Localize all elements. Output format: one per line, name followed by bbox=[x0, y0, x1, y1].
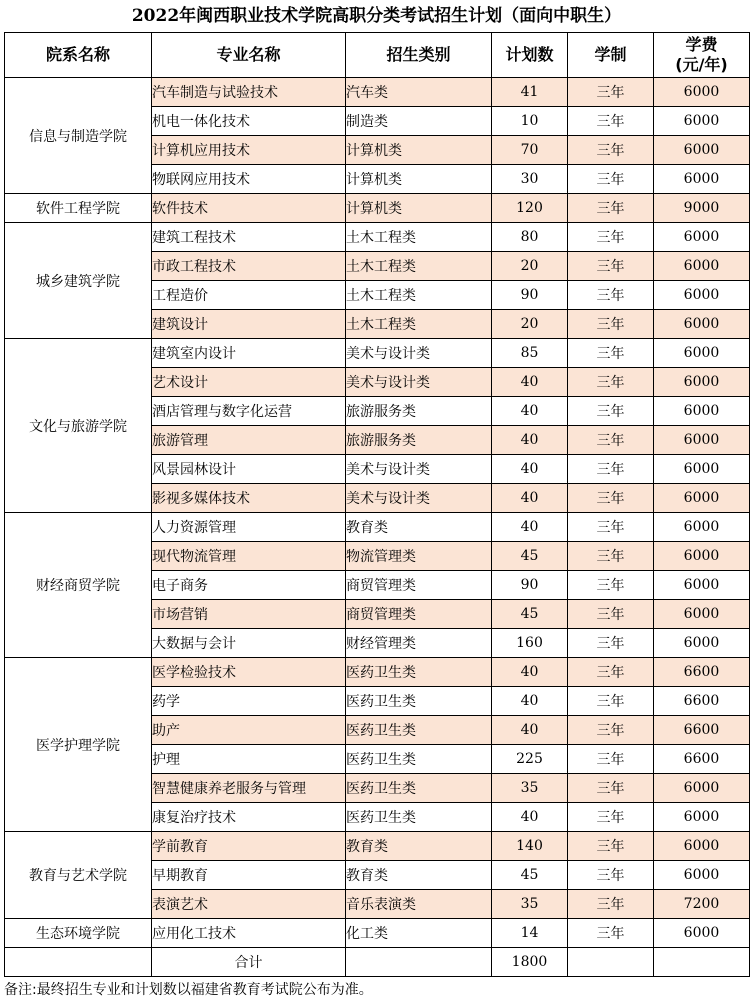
dept-name-cell: 软件工程学院 bbox=[5, 194, 152, 223]
fee-cell: 6000 bbox=[654, 223, 750, 252]
fee-cell: 6000 bbox=[654, 861, 750, 890]
major-cell: 医学检验技术 bbox=[152, 658, 346, 687]
footnote: 备注:最终招生专业和计划数以福建省教育考试院公布为准。 bbox=[4, 982, 373, 998]
category-cell: 财经管理类 bbox=[346, 629, 492, 658]
major-cell: 计算机应用技术 bbox=[152, 136, 346, 165]
fee-cell: 6000 bbox=[654, 832, 750, 861]
plan-cell: 14 bbox=[492, 919, 568, 948]
table-row bbox=[5, 513, 750, 542]
dept-name-cell: 信息与制造学院 bbox=[5, 78, 152, 194]
category-cell: 音乐表演类 bbox=[346, 890, 492, 919]
enrollment-plan-table bbox=[4, 32, 750, 977]
plan-cell: 40 bbox=[492, 455, 568, 484]
plan-cell: 140 bbox=[492, 832, 568, 861]
category-cell: 医药卫生类 bbox=[346, 774, 492, 803]
category-cell: 教育类 bbox=[346, 832, 492, 861]
category-cell: 美术与设计类 bbox=[346, 484, 492, 513]
duration-cell: 三年 bbox=[568, 716, 654, 745]
duration-cell: 三年 bbox=[568, 339, 654, 368]
category-cell: 物流管理类 bbox=[346, 542, 492, 571]
category-cell: 医药卫生类 bbox=[346, 803, 492, 832]
duration-cell: 三年 bbox=[568, 832, 654, 861]
duration-cell: 三年 bbox=[568, 687, 654, 716]
fee-cell: 6000 bbox=[654, 803, 750, 832]
header-plan: 计划数 bbox=[492, 33, 568, 78]
header-duration: 学制 bbox=[568, 33, 654, 78]
major-cell: 物联网应用技术 bbox=[152, 165, 346, 194]
plan-cell: 40 bbox=[492, 803, 568, 832]
duration-cell: 三年 bbox=[568, 658, 654, 687]
duration-cell: 三年 bbox=[568, 281, 654, 310]
major-cell: 艺术设计 bbox=[152, 368, 346, 397]
plan-cell: 20 bbox=[492, 252, 568, 281]
fee-cell: 6000 bbox=[654, 629, 750, 658]
dept-name-cell: 医学护理学院 bbox=[5, 658, 152, 832]
major-cell: 药学 bbox=[152, 687, 346, 716]
table-row bbox=[5, 658, 750, 687]
plan-cell: 90 bbox=[492, 281, 568, 310]
fee-cell: 6600 bbox=[654, 658, 750, 687]
duration-cell: 三年 bbox=[568, 426, 654, 455]
category-cell: 教育类 bbox=[346, 861, 492, 890]
fee-cell: 6000 bbox=[654, 455, 750, 484]
fee-cell: 6000 bbox=[654, 310, 750, 339]
fee-cell: 6000 bbox=[654, 252, 750, 281]
plan-cell: 40 bbox=[492, 426, 568, 455]
fee-cell: 6000 bbox=[654, 368, 750, 397]
fee-cell: 6000 bbox=[654, 542, 750, 571]
header-row bbox=[5, 33, 750, 78]
major-cell: 建筑设计 bbox=[152, 310, 346, 339]
plan-cell: 40 bbox=[492, 368, 568, 397]
plan-cell: 40 bbox=[492, 513, 568, 542]
category-cell: 土木工程类 bbox=[346, 223, 492, 252]
plan-cell: 30 bbox=[492, 165, 568, 194]
major-cell: 助产 bbox=[152, 716, 346, 745]
fee-cell: 9000 bbox=[654, 194, 750, 223]
category-cell: 医药卫生类 bbox=[346, 658, 492, 687]
major-cell: 建筑室内设计 bbox=[152, 339, 346, 368]
fee-cell: 7200 bbox=[654, 890, 750, 919]
category-cell: 制造类 bbox=[346, 107, 492, 136]
table-body bbox=[5, 78, 750, 948]
duration-cell: 三年 bbox=[568, 165, 654, 194]
major-cell: 智慧健康养老服务与管理 bbox=[152, 774, 346, 803]
category-cell: 旅游服务类 bbox=[346, 426, 492, 455]
table-row bbox=[5, 339, 750, 368]
duration-cell: 三年 bbox=[568, 310, 654, 339]
table-row bbox=[5, 832, 750, 861]
major-cell: 旅游管理 bbox=[152, 426, 346, 455]
dept-name-cell: 生态环境学院 bbox=[5, 919, 152, 948]
major-cell: 软件技术 bbox=[152, 194, 346, 223]
major-cell: 影视多媒体技术 bbox=[152, 484, 346, 513]
plan-cell: 40 bbox=[492, 397, 568, 426]
plan-cell: 160 bbox=[492, 629, 568, 658]
category-cell: 教育类 bbox=[346, 513, 492, 542]
fee-cell: 6000 bbox=[654, 600, 750, 629]
major-cell: 市政工程技术 bbox=[152, 252, 346, 281]
fee-cell: 6000 bbox=[654, 339, 750, 368]
plan-cell: 120 bbox=[492, 194, 568, 223]
fee-cell: 6600 bbox=[654, 687, 750, 716]
category-cell: 商贸管理类 bbox=[346, 571, 492, 600]
plan-cell: 40 bbox=[492, 687, 568, 716]
table-row bbox=[5, 78, 750, 107]
plan-cell: 40 bbox=[492, 658, 568, 687]
category-cell: 化工类 bbox=[346, 919, 492, 948]
duration-cell: 三年 bbox=[568, 774, 654, 803]
fee-cell: 6000 bbox=[654, 426, 750, 455]
duration-cell: 三年 bbox=[568, 600, 654, 629]
header-category: 招生类别 bbox=[346, 33, 492, 78]
major-cell: 大数据与会计 bbox=[152, 629, 346, 658]
plan-cell: 10 bbox=[492, 107, 568, 136]
major-cell: 工程造价 bbox=[152, 281, 346, 310]
dept-name-cell: 财经商贸学院 bbox=[5, 513, 152, 658]
major-cell: 应用化工技术 bbox=[152, 919, 346, 948]
major-cell: 风景园林设计 bbox=[152, 455, 346, 484]
category-cell: 计算机类 bbox=[346, 194, 492, 223]
dept-name-cell: 城乡建筑学院 bbox=[5, 223, 152, 339]
plan-cell: 40 bbox=[492, 484, 568, 513]
plan-cell: 90 bbox=[492, 571, 568, 600]
total-label: 合计 bbox=[152, 948, 346, 977]
table-row bbox=[5, 223, 750, 252]
header-major: 专业名称 bbox=[152, 33, 346, 78]
major-cell: 表演艺术 bbox=[152, 890, 346, 919]
dept-name-cell: 教育与艺术学院 bbox=[5, 832, 152, 919]
fee-cell: 6000 bbox=[654, 165, 750, 194]
category-cell: 计算机类 bbox=[346, 165, 492, 194]
fee-cell: 6000 bbox=[654, 919, 750, 948]
category-cell: 土木工程类 bbox=[346, 310, 492, 339]
duration-cell: 三年 bbox=[568, 629, 654, 658]
category-cell: 美术与设计类 bbox=[346, 339, 492, 368]
duration-cell: 三年 bbox=[568, 919, 654, 948]
major-cell: 汽车制造与试验技术 bbox=[152, 78, 346, 107]
category-cell: 医药卫生类 bbox=[346, 687, 492, 716]
header-fee-line2: (元/年) bbox=[675, 55, 728, 74]
major-cell: 护理 bbox=[152, 745, 346, 774]
plan-cell: 45 bbox=[492, 861, 568, 890]
category-cell: 旅游服务类 bbox=[346, 397, 492, 426]
major-cell: 市场营销 bbox=[152, 600, 346, 629]
total-row bbox=[5, 948, 750, 977]
major-cell: 康复治疗技术 bbox=[152, 803, 346, 832]
duration-cell: 三年 bbox=[568, 861, 654, 890]
major-cell: 人力资源管理 bbox=[152, 513, 346, 542]
duration-cell: 三年 bbox=[568, 803, 654, 832]
major-cell: 机电一体化技术 bbox=[152, 107, 346, 136]
fee-cell: 6000 bbox=[654, 571, 750, 600]
major-cell: 早期教育 bbox=[152, 861, 346, 890]
duration-cell: 三年 bbox=[568, 368, 654, 397]
category-cell: 土木工程类 bbox=[346, 252, 492, 281]
duration-cell: 三年 bbox=[568, 542, 654, 571]
duration-cell: 三年 bbox=[568, 745, 654, 774]
category-cell: 计算机类 bbox=[346, 136, 492, 165]
plan-cell: 41 bbox=[492, 78, 568, 107]
plan-cell: 70 bbox=[492, 136, 568, 165]
page-title: 2022年闽西职业技术学院高职分类考试招生计划（面向中职生） bbox=[131, 6, 622, 26]
plan-cell: 40 bbox=[492, 716, 568, 745]
plan-cell: 85 bbox=[492, 339, 568, 368]
header-fee-line1: 学费 bbox=[685, 35, 718, 54]
category-cell: 汽车类 bbox=[346, 78, 492, 107]
fee-cell: 6000 bbox=[654, 484, 750, 513]
duration-cell: 三年 bbox=[568, 194, 654, 223]
category-cell: 土木工程类 bbox=[346, 281, 492, 310]
major-cell: 学前教育 bbox=[152, 832, 346, 861]
category-cell: 商贸管理类 bbox=[346, 600, 492, 629]
plan-cell: 45 bbox=[492, 542, 568, 571]
duration-cell: 三年 bbox=[568, 571, 654, 600]
fee-cell: 6000 bbox=[654, 107, 750, 136]
fee-cell: 6000 bbox=[654, 397, 750, 426]
duration-cell: 三年 bbox=[568, 484, 654, 513]
table-row bbox=[5, 919, 750, 948]
duration-cell: 三年 bbox=[568, 397, 654, 426]
header-dept: 院系名称 bbox=[5, 33, 152, 78]
duration-cell: 三年 bbox=[568, 455, 654, 484]
dept-name-cell: 文化与旅游学院 bbox=[5, 339, 152, 513]
major-cell: 酒店管理与数字化运营 bbox=[152, 397, 346, 426]
duration-cell: 三年 bbox=[568, 136, 654, 165]
duration-cell: 三年 bbox=[568, 223, 654, 252]
fee-cell: 6600 bbox=[654, 745, 750, 774]
plan-cell: 35 bbox=[492, 774, 568, 803]
category-cell: 医药卫生类 bbox=[346, 716, 492, 745]
duration-cell: 三年 bbox=[568, 78, 654, 107]
plan-cell: 20 bbox=[492, 310, 568, 339]
category-cell: 医药卫生类 bbox=[346, 745, 492, 774]
duration-cell: 三年 bbox=[568, 890, 654, 919]
fee-cell: 6000 bbox=[654, 774, 750, 803]
category-cell: 美术与设计类 bbox=[346, 455, 492, 484]
total-value: 1800 bbox=[492, 948, 568, 977]
plan-cell: 45 bbox=[492, 600, 568, 629]
duration-cell: 三年 bbox=[568, 252, 654, 281]
fee-cell: 6000 bbox=[654, 281, 750, 310]
header-fee bbox=[654, 33, 750, 78]
plan-cell: 80 bbox=[492, 223, 568, 252]
fee-cell: 6000 bbox=[654, 136, 750, 165]
plan-cell: 225 bbox=[492, 745, 568, 774]
fee-cell: 6600 bbox=[654, 716, 750, 745]
major-cell: 建筑工程技术 bbox=[152, 223, 346, 252]
major-cell: 现代物流管理 bbox=[152, 542, 346, 571]
duration-cell: 三年 bbox=[568, 107, 654, 136]
plan-cell: 35 bbox=[492, 890, 568, 919]
fee-cell: 6000 bbox=[654, 513, 750, 542]
major-cell: 电子商务 bbox=[152, 571, 346, 600]
duration-cell: 三年 bbox=[568, 513, 654, 542]
category-cell: 美术与设计类 bbox=[346, 368, 492, 397]
fee-cell: 6000 bbox=[654, 78, 750, 107]
table-row bbox=[5, 194, 750, 223]
